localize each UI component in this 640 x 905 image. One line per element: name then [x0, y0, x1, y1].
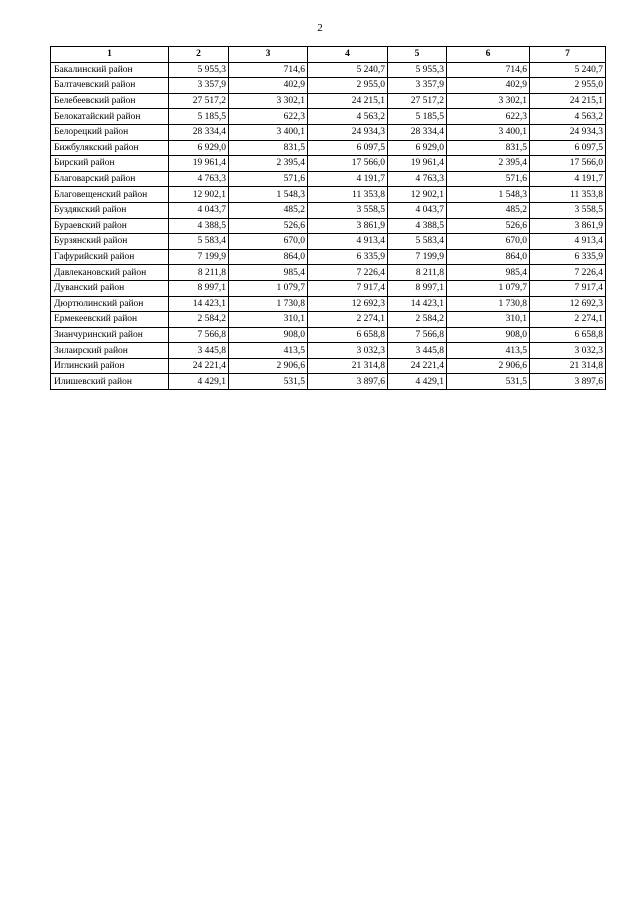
value-cell: 4 563,2 [308, 109, 388, 125]
value-cell: 2 395,4 [447, 156, 530, 172]
value-cell: 28 334,4 [388, 124, 447, 140]
district-name-cell: Белебеевский район [51, 93, 169, 109]
value-cell: 6 929,0 [388, 140, 447, 156]
district-name-cell: Гафурийский район [51, 249, 169, 265]
value-cell: 3 558,5 [530, 202, 606, 218]
value-cell: 5 955,3 [388, 62, 447, 78]
value-cell: 19 961,4 [169, 156, 229, 172]
value-cell: 21 314,8 [308, 358, 388, 374]
value-cell: 4 763,3 [169, 171, 229, 187]
table-row [51, 171, 606, 187]
value-cell: 526,6 [447, 218, 530, 234]
value-cell: 310,1 [229, 312, 308, 328]
table-row [51, 280, 606, 296]
district-name-cell: Давлекановский район [51, 265, 169, 281]
value-cell: 831,5 [447, 140, 530, 156]
value-cell: 670,0 [229, 234, 308, 250]
table-row [51, 93, 606, 109]
value-cell: 11 353,8 [308, 187, 388, 203]
value-cell: 4 913,4 [308, 234, 388, 250]
table-row [51, 343, 606, 359]
value-cell: 24 215,1 [308, 93, 388, 109]
district-name-cell: Зилаирский район [51, 343, 169, 359]
column-header: 5 [388, 47, 447, 63]
table-row [51, 296, 606, 312]
value-cell: 7 917,4 [308, 280, 388, 296]
table-row [51, 124, 606, 140]
value-cell: 4 429,1 [169, 374, 229, 390]
value-cell: 908,0 [447, 327, 530, 343]
value-cell: 622,3 [229, 109, 308, 125]
table-row [51, 187, 606, 203]
value-cell: 413,5 [229, 343, 308, 359]
value-cell: 3 445,8 [169, 343, 229, 359]
district-name-cell: Буздякский район [51, 202, 169, 218]
value-cell: 670,0 [447, 234, 530, 250]
district-name-cell: Бурзянский район [51, 234, 169, 250]
value-cell: 3 445,8 [388, 343, 447, 359]
table-row [51, 156, 606, 172]
value-cell: 2 906,6 [447, 358, 530, 374]
district-name-cell: Благоварский район [51, 171, 169, 187]
table-row [51, 78, 606, 94]
value-cell: 864,0 [229, 249, 308, 265]
value-cell: 12 692,3 [530, 296, 606, 312]
column-header: 2 [169, 47, 229, 63]
value-cell: 1 548,3 [229, 187, 308, 203]
column-header: 3 [229, 47, 308, 63]
value-cell: 8 211,8 [169, 265, 229, 281]
value-cell: 4 913,4 [530, 234, 606, 250]
table-row [51, 265, 606, 281]
value-cell: 3 400,1 [447, 124, 530, 140]
value-cell: 3 897,6 [530, 374, 606, 390]
table-row [51, 62, 606, 78]
value-cell: 6 658,8 [530, 327, 606, 343]
value-cell: 7 199,9 [169, 249, 229, 265]
table-row [51, 327, 606, 343]
column-header: 1 [51, 47, 169, 63]
value-cell: 6 097,5 [308, 140, 388, 156]
value-cell: 3 558,5 [308, 202, 388, 218]
value-cell: 2 955,0 [530, 78, 606, 94]
value-cell: 571,6 [447, 171, 530, 187]
value-cell: 6 929,0 [169, 140, 229, 156]
district-name-cell: Зианчуринский район [51, 327, 169, 343]
value-cell: 485,2 [447, 202, 530, 218]
value-cell: 5 240,7 [308, 62, 388, 78]
value-cell: 4 388,5 [388, 218, 447, 234]
value-cell: 908,0 [229, 327, 308, 343]
table-row [51, 202, 606, 218]
value-cell: 3 861,9 [530, 218, 606, 234]
value-cell: 17 566,0 [308, 156, 388, 172]
value-cell: 5 240,7 [530, 62, 606, 78]
district-name-cell: Балтачевский район [51, 78, 169, 94]
value-cell: 5 185,5 [388, 109, 447, 125]
value-cell: 14 423,1 [169, 296, 229, 312]
value-cell: 831,5 [229, 140, 308, 156]
value-cell: 3 032,3 [530, 343, 606, 359]
value-cell: 3 357,9 [169, 78, 229, 94]
value-cell: 7 199,9 [388, 249, 447, 265]
value-cell: 402,9 [229, 78, 308, 94]
value-cell: 3 032,3 [308, 343, 388, 359]
column-header: 6 [447, 47, 530, 63]
value-cell: 14 423,1 [388, 296, 447, 312]
district-name-cell: Бижбулякский район [51, 140, 169, 156]
value-cell: 531,5 [229, 374, 308, 390]
value-cell: 7 226,4 [530, 265, 606, 281]
table-row [51, 312, 606, 328]
value-cell: 3 861,9 [308, 218, 388, 234]
district-name-cell: Ермекеевский район [51, 312, 169, 328]
value-cell: 28 334,4 [169, 124, 229, 140]
value-cell: 1 548,3 [447, 187, 530, 203]
table-row [51, 234, 606, 250]
value-cell: 24 934,3 [308, 124, 388, 140]
value-cell: 4 043,7 [388, 202, 447, 218]
value-cell: 4 191,7 [308, 171, 388, 187]
value-cell: 3 302,1 [229, 93, 308, 109]
value-cell: 12 692,3 [308, 296, 388, 312]
value-cell: 6 097,5 [530, 140, 606, 156]
column-header: 4 [308, 47, 388, 63]
district-name-cell: Дюртюлинский район [51, 296, 169, 312]
value-cell: 413,5 [447, 343, 530, 359]
value-cell: 7 226,4 [308, 265, 388, 281]
table-row [51, 109, 606, 125]
value-cell: 27 517,2 [388, 93, 447, 109]
value-cell: 864,0 [447, 249, 530, 265]
value-cell: 1 730,8 [447, 296, 530, 312]
value-cell: 4 191,7 [530, 171, 606, 187]
value-cell: 402,9 [447, 78, 530, 94]
value-cell: 2 274,1 [308, 312, 388, 328]
value-cell: 4 429,1 [388, 374, 447, 390]
value-cell: 3 897,6 [308, 374, 388, 390]
value-cell: 2 955,0 [308, 78, 388, 94]
value-cell: 3 302,1 [447, 93, 530, 109]
table-row [51, 374, 606, 390]
value-cell: 531,5 [447, 374, 530, 390]
value-cell: 4 388,5 [169, 218, 229, 234]
value-cell: 24 215,1 [530, 93, 606, 109]
value-cell: 7 566,8 [169, 327, 229, 343]
value-cell: 3 357,9 [388, 78, 447, 94]
value-cell: 8 997,1 [388, 280, 447, 296]
value-cell: 24 934,3 [530, 124, 606, 140]
value-cell: 7 566,8 [388, 327, 447, 343]
value-cell: 714,6 [229, 62, 308, 78]
value-cell: 4 563,2 [530, 109, 606, 125]
value-cell: 21 314,8 [530, 358, 606, 374]
district-name-cell: Белокатайский район [51, 109, 169, 125]
value-cell: 12 902,1 [388, 187, 447, 203]
value-cell: 526,6 [229, 218, 308, 234]
value-cell: 2 274,1 [530, 312, 606, 328]
value-cell: 1 730,8 [229, 296, 308, 312]
district-name-cell: Дуванский район [51, 280, 169, 296]
value-cell: 622,3 [447, 109, 530, 125]
district-name-cell: Белорецкий район [51, 124, 169, 140]
value-cell: 6 335,9 [308, 249, 388, 265]
value-cell: 4 043,7 [169, 202, 229, 218]
value-cell: 1 079,7 [447, 280, 530, 296]
value-cell: 1 079,7 [229, 280, 308, 296]
page-number: 2 [317, 22, 323, 34]
table-row [51, 358, 606, 374]
table-row [51, 218, 606, 234]
district-name-cell: Илишевский район [51, 374, 169, 390]
value-cell: 12 902,1 [169, 187, 229, 203]
value-cell: 5 955,3 [169, 62, 229, 78]
value-cell: 24 221,4 [388, 358, 447, 374]
district-name-cell: Бураевский район [51, 218, 169, 234]
table-row [51, 140, 606, 156]
value-cell: 571,6 [229, 171, 308, 187]
value-cell: 714,6 [447, 62, 530, 78]
value-cell: 4 763,3 [388, 171, 447, 187]
value-cell: 11 353,8 [530, 187, 606, 203]
column-header: 7 [530, 47, 606, 63]
value-cell: 2 584,2 [169, 312, 229, 328]
value-cell: 2 584,2 [388, 312, 447, 328]
table-body [51, 62, 606, 389]
value-cell: 985,4 [229, 265, 308, 281]
value-cell: 2 906,6 [229, 358, 308, 374]
value-cell: 19 961,4 [388, 156, 447, 172]
district-name-cell: Благовещенский район [51, 187, 169, 203]
value-cell: 6 335,9 [530, 249, 606, 265]
value-cell: 6 658,8 [308, 327, 388, 343]
value-cell: 8 211,8 [388, 265, 447, 281]
value-cell: 2 395,4 [229, 156, 308, 172]
value-cell: 5 583,4 [169, 234, 229, 250]
district-name-cell: Иглинский район [51, 358, 169, 374]
table-header-row [51, 47, 606, 63]
value-cell: 985,4 [447, 265, 530, 281]
value-cell: 5 583,4 [388, 234, 447, 250]
value-cell: 5 185,5 [169, 109, 229, 125]
value-cell: 27 517,2 [169, 93, 229, 109]
value-cell: 24 221,4 [169, 358, 229, 374]
value-cell: 7 917,4 [530, 280, 606, 296]
data-table [50, 46, 606, 390]
value-cell: 3 400,1 [229, 124, 308, 140]
district-name-cell: Бакалинский район [51, 62, 169, 78]
value-cell: 485,2 [229, 202, 308, 218]
value-cell: 310,1 [447, 312, 530, 328]
table-row [51, 249, 606, 265]
district-name-cell: Бирский район [51, 156, 169, 172]
value-cell: 8 997,1 [169, 280, 229, 296]
value-cell: 17 566,0 [530, 156, 606, 172]
